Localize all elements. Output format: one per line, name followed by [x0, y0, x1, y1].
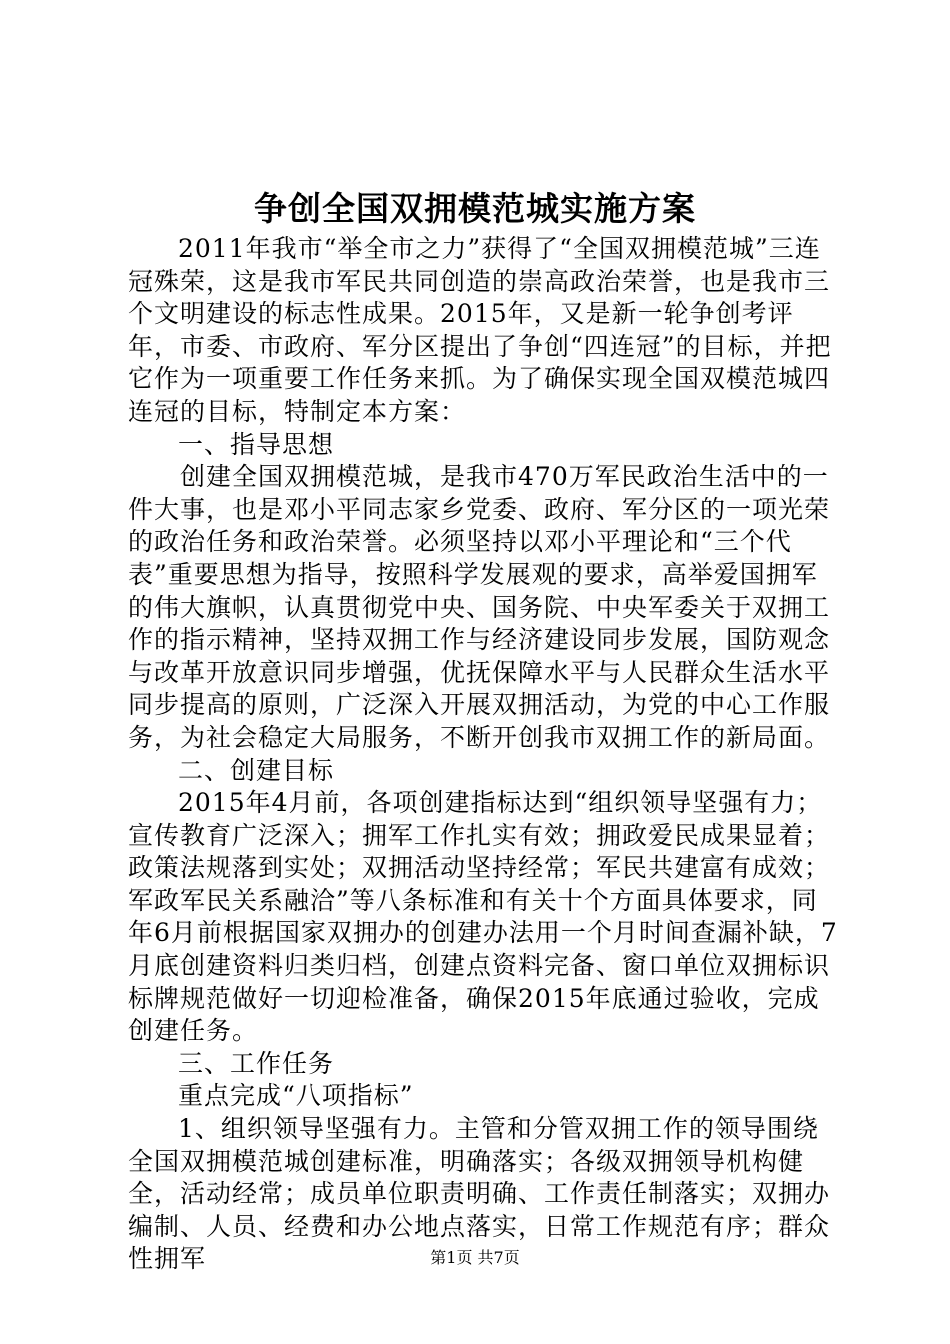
page-footer: 第1页 共7页 [430, 1248, 520, 1267]
goals-paragraph: 2015年4月前，各项创建指标达到“组织领导坚强有力；宣传教育广泛深入；拥军工作扎实有效；拥政爱民成果显着；政策法规落到实处；双拥活动坚持经常；军民共建富有成效；军政军民关系融洽”等八条标准和有关十个方面具体要求，同年6月前根据国家双拥办的创建办法用一个月时间查漏补缺，7月底创建资料归类归档，创建点资料完备、窗口单位双拥标识标牌规范做好一切迎检准备，确保2015年底通过验收，完成创建任务。 [128, 788, 838, 1046]
tasks-subheading: 重点完成“八项指标” [178, 1081, 414, 1111]
section-heading-goals: 二、创建目标 [178, 755, 335, 785]
task-item-1: 1、组织领导坚强有力。主管和分管双拥工作的领导围绕全国双拥模范城创建标准，明确落实；各级双拥领导机构健全，活动经常；成员单位职责明确、工作责任制落实；双拥办编制、人员、经费和办公地点落实，日常工作规范有序；群众性拥军 [128, 1114, 831, 1274]
document-title: 争创全国双拥模范城实施方案 [254, 189, 696, 228]
intro-paragraph: 2011年我市“举全市之力”获得了“全国双拥模范城”三连冠殊荣，这是我市军民共同创造的崇高政治荣誉，也是我市三个文明建设的标志性成果。2015年，又是新一轮争创考评年，市委、市政府、军分区提出了争创“四连冠”的目标，并把它作为一项重要工作任务来抓。为了确保实现全国双模范城四连冠的目标，特制定本方案： [128, 234, 832, 426]
section-heading-tasks: 三、工作任务 [178, 1048, 335, 1078]
guiding-ideology-paragraph: 创建全国双拥模范城，是我市470万军民政治生活中的一件大事，也是邓小平同志家乡党委、政府、军分区的一项光荣的政治任务和政治荣誉。必须坚持以邓小平理论和“三个代表”重要思想为指导，按照科学发展观的要求，高举爱国拥军的伟大旗帜，认真贯彻党中央、国务院、中央军委关于双拥工作的指示精神，坚持双拥工作与经济建设同步发展，国防观念与改革开放意识同步增强，优抚保障水平与人民群众生活水平同步提高的原则，广泛深入开展双拥活动，为党的中心工作服务，为社会稳定大局服务，不断开创我市双拥工作的新局面。 [128, 462, 831, 752]
section-heading-guiding-ideology: 一、指导思想 [178, 429, 335, 459]
document-body [128, 233, 840, 1276]
